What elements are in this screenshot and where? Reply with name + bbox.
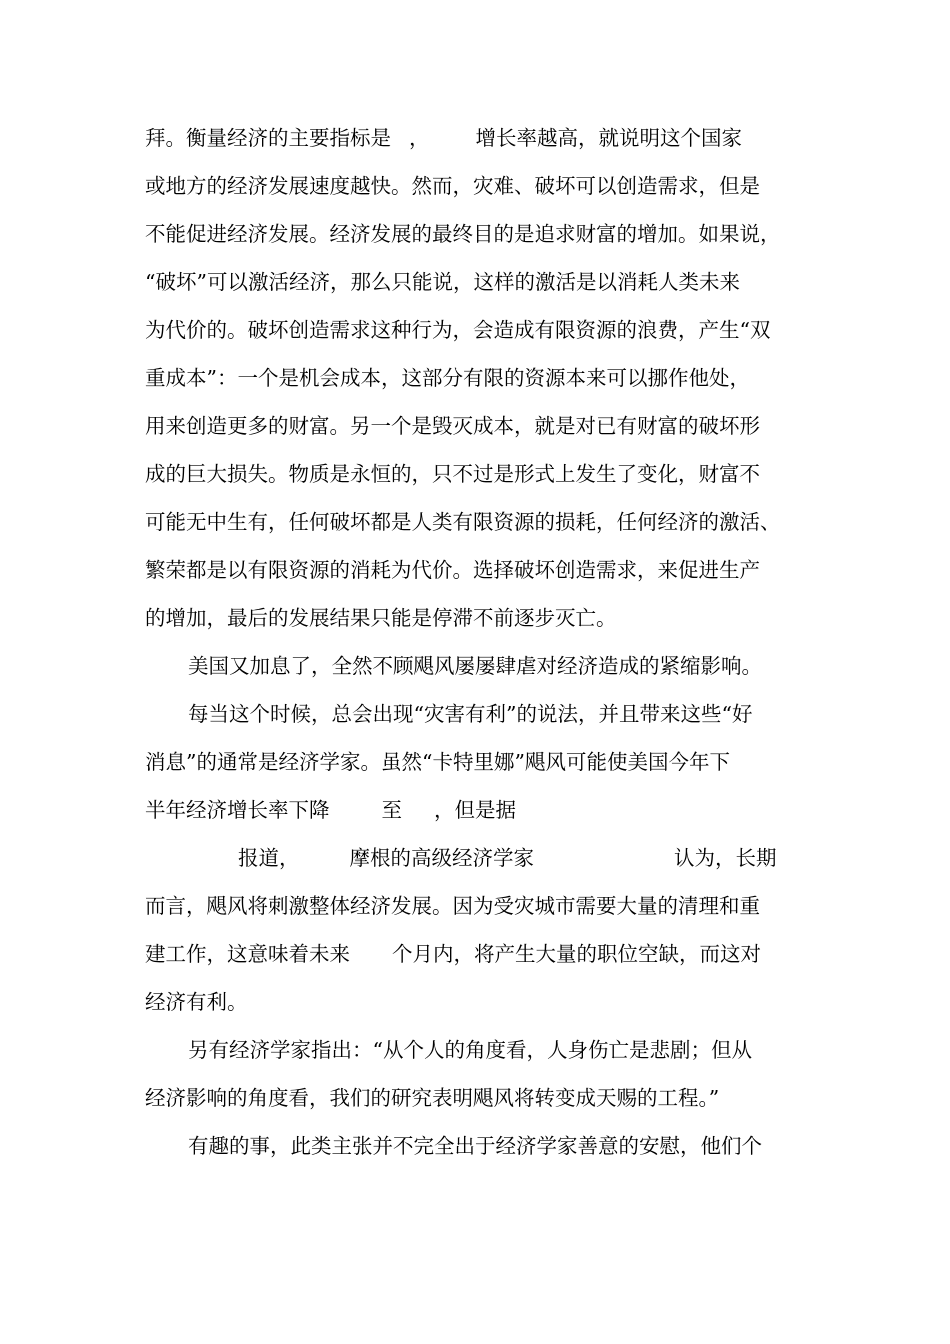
text-line-2 <box>145 162 810 210</box>
text-segment: 半年经济增长率下降 <box>145 798 330 822</box>
text-line-22 <box>145 1122 810 1170</box>
text-segment: 重成本”：一个是机会成本，这部分有限的资源本来可以挪作他处， <box>145 366 750 390</box>
text-line-10 <box>145 546 810 594</box>
text-line-6 <box>145 354 810 402</box>
text-segment: 另有经济学家指出：“从个人的角度看，人身伤亡是悲剧；但从 <box>188 1038 752 1062</box>
text-line-5 <box>145 306 810 354</box>
text-segment: ，但是据 <box>434 798 516 822</box>
text-segment: 为代价的。破坏创造需求这种行为，会造成有限资源的浪费，产生“双 <box>145 318 771 342</box>
text-line-17 <box>145 882 810 930</box>
text-segment: 用来创造更多的财富。另一个是毁灭成本，就是对已有财富的破坏形 <box>145 414 760 438</box>
text-segment: 美国又加息了，全然不顾飓风屡屡肆虐对经济造成的紧缩影响。 <box>188 654 762 678</box>
text-line-1 <box>145 114 810 162</box>
text-segment: 摩根的高级经济学家 <box>349 846 534 870</box>
text-line-13 <box>145 690 810 738</box>
text-segment: 消息”的通常是经济学家。虽然“卡特里娜”飓风可能使美国今年下 <box>145 750 730 774</box>
text-segment: 而言，飓风将刺激整体经济发展。因为受灾城市需要大量的清理和重 <box>145 894 760 918</box>
text-segment: 不能促进经济发展。经济发展的最终目的是追求财富的增加。如果说， <box>145 222 781 246</box>
text-line-15 <box>145 786 810 834</box>
text-line-14 <box>145 738 810 786</box>
text-line-20 <box>145 1026 810 1074</box>
text-segment: 或地方的经济发展速度越快。然而，灾难、破坏可以创造需求，但是 <box>145 174 760 198</box>
text-segment: 增长率越高，就说明这个国家 <box>475 126 742 150</box>
text-segment: 经济有利。 <box>145 990 248 1014</box>
text-segment: 繁荣都是以有限资源的消耗为代价。选择破坏创造需求，来促进生产 <box>145 558 760 582</box>
text-segment: 成的巨大损失。物质是永恒的，只不过是形式上发生了变化，财富不 <box>145 462 760 486</box>
text-segment: 至 <box>381 798 402 822</box>
text-line-11 <box>145 594 810 642</box>
text-line-3 <box>145 210 810 258</box>
text-line-18 <box>145 930 810 978</box>
text-line-4 <box>145 258 810 306</box>
text-segment: “破坏”可以激活经济，那么只能说，这样的激活是以消耗人类未来 <box>145 270 740 294</box>
text-segment: 可能无中生有，任何破坏都是人类有限资源的损耗，任何经济的激活、 <box>145 510 781 534</box>
text-segment: 建工作，这意味着未来 <box>145 942 350 966</box>
text-segment: 报道， <box>238 846 300 870</box>
text-line-16 <box>145 834 810 882</box>
text-segment: 的增加，最后的发展结果只能是停滞不前逐步灭亡。 <box>145 606 617 630</box>
text-segment: 每当这个时候，总会出现“灾害有利”的说法，并且带来这些“好 <box>188 702 753 726</box>
text-segment: 认为，长期 <box>674 846 777 870</box>
text-segment: 拜。衡量经济的主要指标是 <box>145 126 391 150</box>
text-segment: ， <box>409 126 430 150</box>
text-line-7 <box>145 402 810 450</box>
text-line-8 <box>145 450 810 498</box>
document-body <box>145 114 810 1170</box>
text-line-21 <box>145 1074 810 1122</box>
text-segment: 有趣的事，此类主张并不完全出于经济学家善意的安慰，他们个 <box>188 1134 762 1158</box>
text-segment: 经济影响的角度看，我们的研究表明飓风将转变成天赐的工程。” <box>145 1086 720 1110</box>
text-line-12 <box>145 642 810 690</box>
text-segment: 个月内，将产生大量的职位空缺，而这对 <box>392 942 761 966</box>
text-line-19 <box>145 978 810 1026</box>
text-line-9 <box>145 498 810 546</box>
